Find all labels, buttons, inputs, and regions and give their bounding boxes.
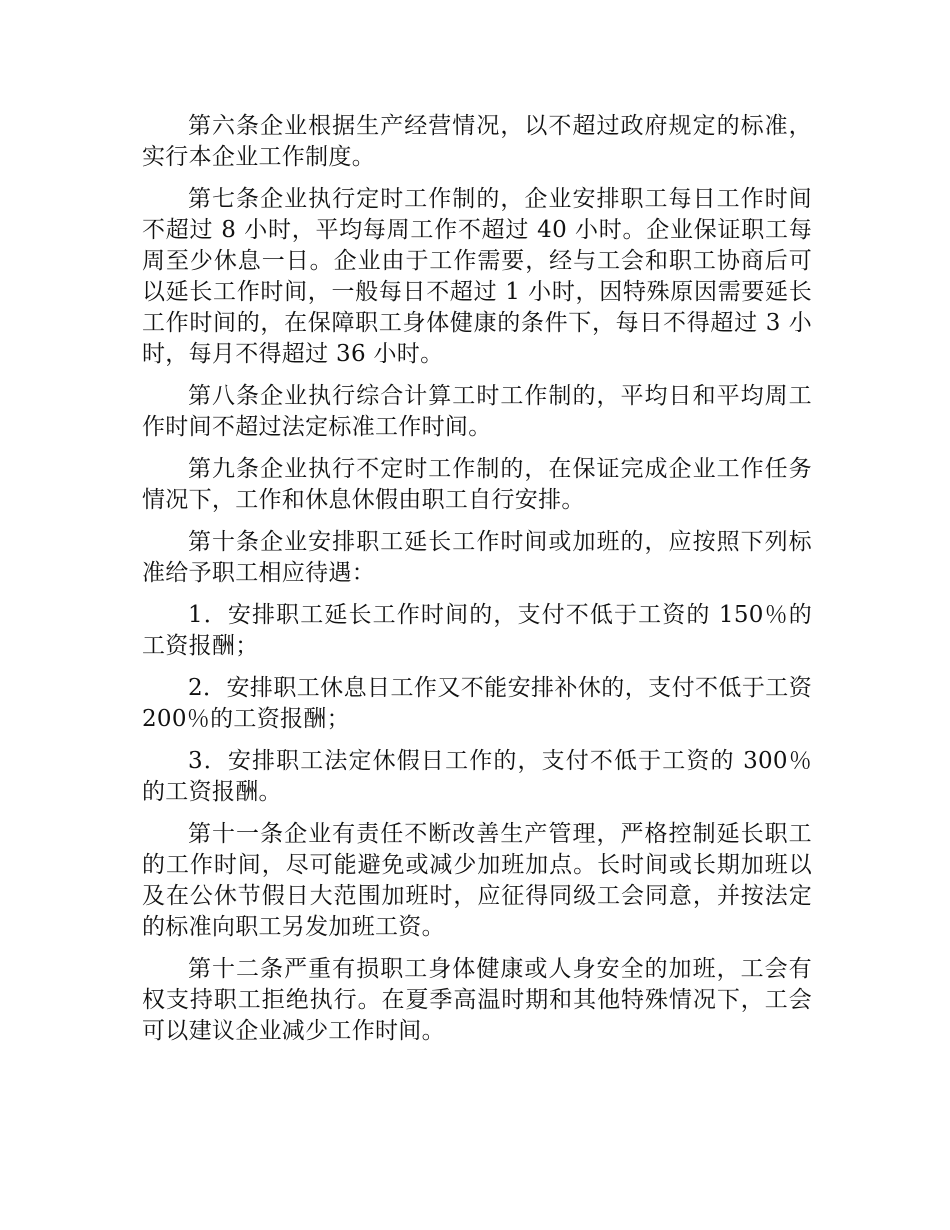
document-body [142, 111, 812, 1058]
list-item-1: 1．安排职工延长工作时间的，支付不低于工资的 150％的工资报酬； [142, 602, 812, 659]
paragraph-article-12: 第十二条严重有损职工身体健康或人身安全的加班，工会有权支持职工拒绝执行。在夏季高温时期和其他特殊情况下，工会可以建议企业减少工作时间。 [142, 956, 812, 1044]
paragraph-article-9: 第九条企业执行不定时工作制的，在保证完成企业工作任务情况下，工作和休息休假由职工自行安排。 [142, 456, 812, 513]
paragraph-article-10: 第十条企业安排职工延长工作时间或加班的，应按照下列标准给予职工相应待遇： [142, 529, 812, 586]
list-item-3: 3．安排职工法定休假日工作的，支付不低于工资的 300％的工资报酬。 [142, 748, 812, 805]
paragraph-article-8: 第八条企业执行综合计算工时工作制的，平均日和平均周工作时间不超过法定标准工作时间。 [142, 383, 812, 440]
paragraph-article-7: 第七条企业执行定时工作制的，企业安排职工每日工作时间不超过 8 小时，平均每周工作不超过 40 小时。企业保证职工每周至少休息一日。企业由于工作需要，经与工会和职工协商后可以延长工作时间，一般每日不超过 1 小时，因特殊原因需要延长工作时间的，在保障职工身体健康的条件下，每日不得超过 3 小时，每月不得超过 36 小时。 [142, 186, 812, 367]
paragraph-article-6: 第六条企业根据生产经营情况，以不超过政府规定的标准，实行本企业工作制度。 [142, 113, 812, 170]
list-item-2: 2．安排职工休息日工作又不能安排补休的，支付不低于工资 200％的工资报酬； [142, 675, 812, 732]
paragraph-article-11: 第十一条企业有责任不断改善生产管理，严格控制延长职工的工作时间，尽可能避免或减少加班加点。长时间或长期加班以及在公休节假日大范围加班时，应征得同级工会同意，并按法定的标准向职工另发加班工资。 [142, 821, 812, 940]
